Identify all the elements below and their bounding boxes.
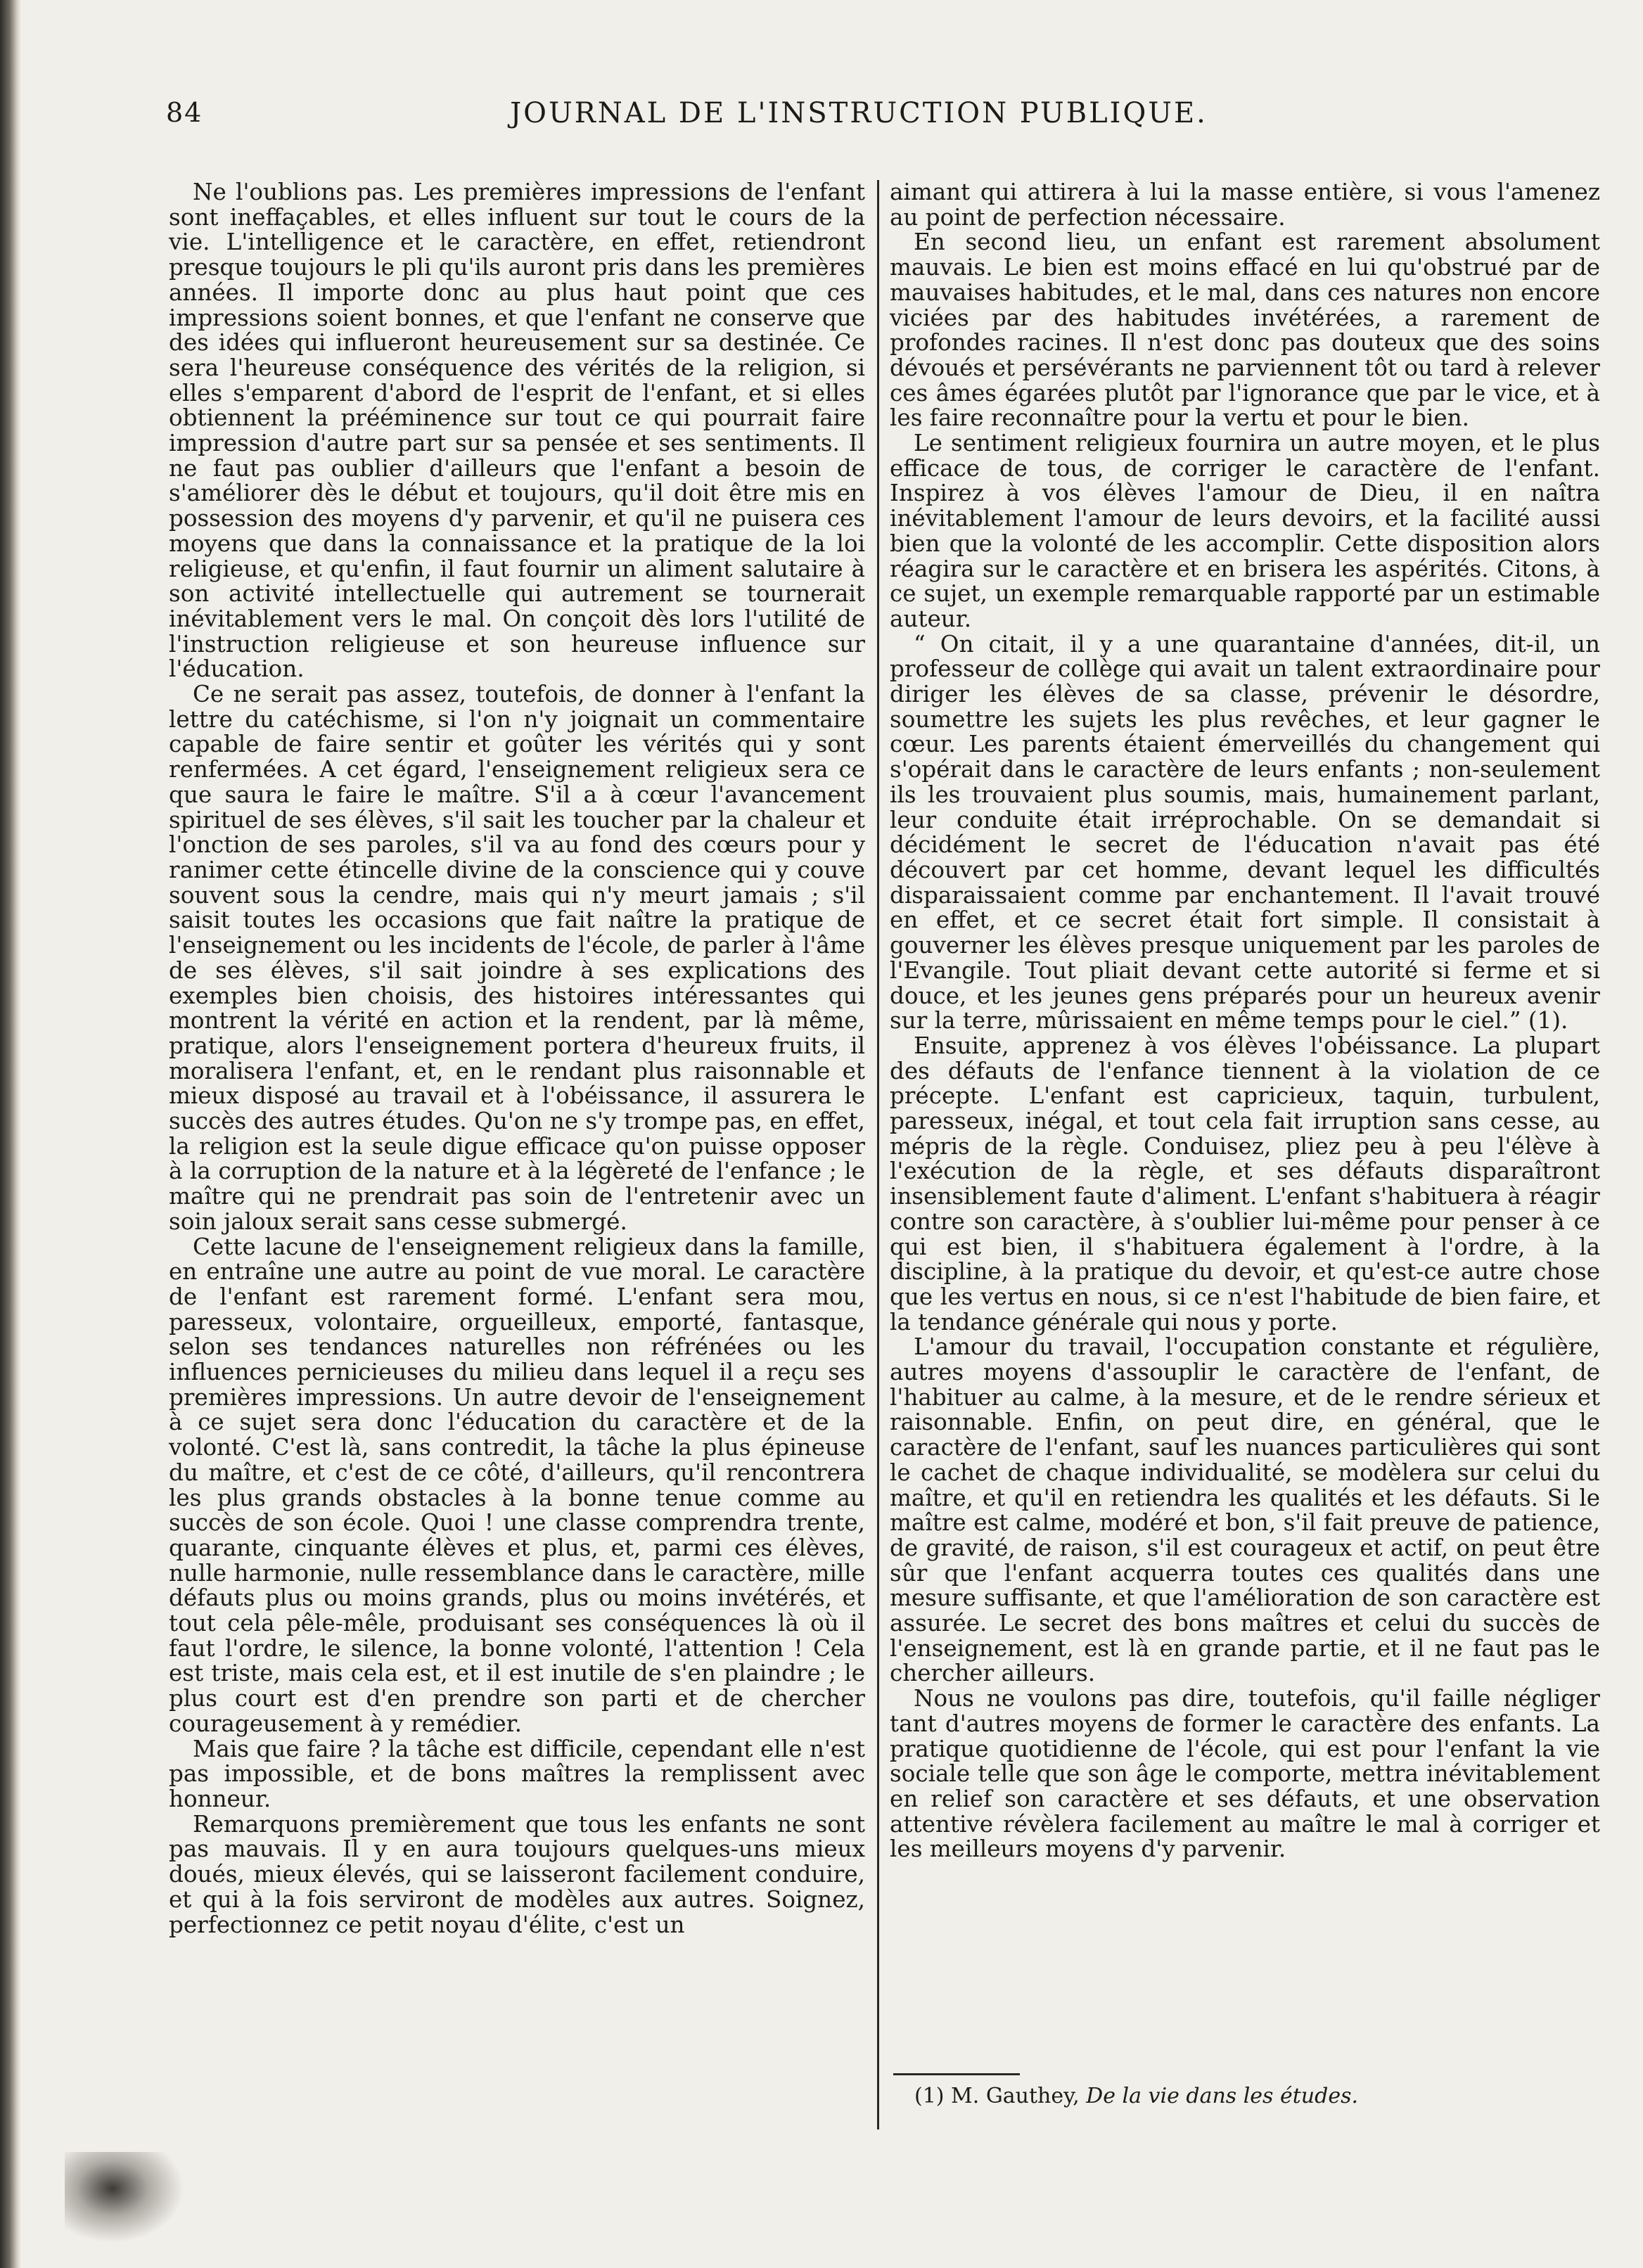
footnote-title: De la vie dans les études. — [1086, 2084, 1359, 2108]
running-title: JOURNAL DE L'INSTRUCTION PUBLIQUE. — [510, 97, 1208, 129]
page-number: 84 — [166, 97, 203, 128]
paragraph: “ On citait, il y a une quarantaine d'années, dit-il, un professeur de collège qui avait un talent extraordinaire pour diriger les élèves de sa classe, prévenir le désordre, soumettre les sujets les plus revêches, et leur gagner le cœur. Les parents étaient émerveillés du changement qui s'opérait dans le caractère de leurs enfants ; non-seulement ils les trouvaient plus soumis, mais, humainement parlant, leur conduite était irréprochable. On se demandait si décidément le secret de l'éducation n'avait pas été découvert par cet homme, devant lequel les difficultés disparaissaient comme par enchantement. Il l'avait trouvé en effet, et ce secret était fort simple. Il consistait à gouverner les élèves presque uniquement par les paroles de l'Evangile. Tout pliait devant cette autorité si ferme et si douce, et les jeunes gens préparés pour un heureux avenir sur la terre, mûrissaient en même temps pour le ciel.” (1). — [890, 630, 1600, 1034]
paragraph: aimant qui attirera à lui la masse entière, si vous l'amenez au point de perfection nécessaire. — [890, 179, 1600, 231]
page-header — [166, 97, 1552, 136]
paragraph: En second lieu, un enfant est rarement absolument mauvais. Le bien est moins effacé en lui qu'obstrué par de mauvaises habitudes, et le mal, dans ces natures non encore viciées par des habitudes invétérées, a rarement de profondes racines. Il n'est donc pas douteux que des soins dévoués et persévérants ne parviennent tôt ou tard à relever ces âmes égarées plutôt par l'ignorance que par le vice, et à les faire reconnaître pour la vertu et pour le bien. — [890, 229, 1600, 432]
paragraph: Nous ne voulons pas dire, toutefois, qu'il faille négliger tant d'autres moyens de former le caractère des enfants. La pratique quotidienne de l'école, qui est pour l'enfant la vie sociale telle que son âge le comporte, mettra inévitablement en relief son caractère et ses défauts, et une observation attentive révèlera facilement au maître le mal à corriger et les meilleurs moyens d'y parvenir. — [890, 1685, 1600, 1863]
paragraph: Remarquons premièrement que tous les enfants ne sont pas mauvais. Il y en aura toujours quelques-uns mieux doués, mieux élevés, qui se laisseront facilement conduire, et qui à la fois serviront de modèles aux autres. Soignez, perfectionnez ce petit noyau d'élite, c'est un — [169, 1810, 865, 1938]
footnote — [914, 2084, 1590, 2108]
paragraph: Mais que faire ? la tâche est difficile, cependant elle n'est pas impossible, et de bons maîtres la remplissent avec honneur. — [169, 1735, 865, 1812]
column-divider — [877, 180, 879, 2129]
paragraph: Cette lacune de l'enseignement religieux dans la famille, en entraîne une autre au point de vue moral. Le caractère de l'enfant est rarement formé. L'enfant sera mou, paresseux, volontaire, orgueilleux, emporté, fantasque, selon ses tendances naturelles non réfrénées ou les influences pernicieuses du milieu dans lequel il a reçu ses premières impressions. Un autre devoir de l'enseignement à ce sujet sera donc l'éducation du caractère et de la volonté. C'est là, sans contredit, la tâche la plus épineuse du maître, et c'est de ce côté, d'ailleurs, qu'il rencontrera les plus grands obstacles à la bonne tenue comme au succès de son école. Quoi ! une classe comprendra trente, quarante, cinquante élèves et plus, et, parmi ces élèves, nulle harmonie, nulle ressemblance dans le caractère, mille défauts plus ou moins grands, plus ou moins invétérés, et tout cela pêle-mêle, produisant ses conséquences là où il faut l'ordre, le silence, la bonne volonté, l'attention ! Cela est triste, mais cela est, et il est inutile de s'en plaindre ; le plus court est d'en prendre son parti et de chercher courageusement à y remédier. — [169, 1233, 865, 1737]
footnote-marker: (1) M. Gauthey, — [914, 2084, 1080, 2108]
right-column — [890, 180, 1600, 1862]
page-binding-shadow — [0, 0, 21, 2268]
left-column — [169, 180, 865, 1937]
paragraph: Ensuite, apprenez à vos élèves l'obéissance. La plupart des défauts de l'enfance tiennent à la violation de ce précepte. L'enfant est capricieux, taquin, turbulent, paresseux, inégal, et tout cela fait irruption sans cesse, au mépris de la règle. Conduisez, pliez peu à peu l'élève à l'exécution de la règle, et ses défauts disparaîtront insensiblement faute d'aliment. L'enfant s'habituera à réagir contre son caractère, à s'oublier lui-même pour penser à ce qui est bien, il s'habituera également à l'ordre, à la discipline, à la pratique du devoir, et qu'est-ce autre chose que les vertus en nous, si ce n'est l'habitude de bien faire, et la tendance générale qui nous y porte. — [890, 1032, 1600, 1335]
paragraph: Le sentiment religieux fournira un autre moyen, et le plus efficace de tous, de corriger le caractère de l'enfant. Inspirez à vos élèves l'amour de Dieu, il en naîtra inévitablement l'amour de leurs devoirs, et la facilité aussi bien que la volonté de les accomplir. Cette disposition alors réagira sur le caractère et en brisera les aspérités. Citons, à ce sujet, un exemple remarquable rapporté par un estimable auteur. — [890, 430, 1600, 632]
paragraph: L'amour du travail, l'occupation constante et régulière, autres moyens d'assouplir le caractère de l'enfant, de l'habituer au calme, à la mesure, et de le rendre sérieux et raisonnable. Enfin, on peut dire, en général, que le caractère de l'enfant, sauf les nuances particulières qui sont le cachet de chaque individualité, se modèlera sur celui du maître, et qu'il en retiendra les qualités et les défauts. Si le maître est calme, modéré et bon, s'il fait preuve de patience, de gravité, de raison, s'il est courageux et actif, on peut être sûr que l'enfant acquerra toutes ces qualités dans une mesure suffisante, et que l'amélioration de son caractère est assurée. Le secret des bons maîtres et celui du succès de l'enseignement, est là en grande partie, et il ne faut pas le chercher ailleurs. — [890, 1333, 1600, 1687]
paragraph: Ce ne serait pas assez, toutefois, de donner à l'enfant la lettre du catéchisme, si l'on n'y joignait un commentaire capable de faire sentir et goûter les vérités qui y sont renfermées. A cet égard, l'enseignement religieux sera ce que saura le faire le maître. S'il a à cœur l'avancement spirituel de ses élèves, s'il sait les toucher par la chaleur et l'onction de ses paroles, s'il va au fond des cœurs pour y ranimer cette étincelle divine de la conscience qui y couve souvent sous la cendre, mais qui n'y meurt jamais ; s'il saisit toutes les occasions que fait naître la pratique de l'enseignement ou les incidents de l'école, de parler à l'âme de ses élèves, s'il sait joindre à ses explications des exemples bien choisis, des histoires intéressantes qui montrent la vérité en action et la rendent, par là même, pratique, alors l'enseignement portera d'heureux fruits, il moralisera l'enfant, et, en le rendant plus raisonnable et mieux disposé au travail et à l'obéissance, il assurera le succès des autres études. Qu'on ne s'y trompe pas, en effet, la religion est la seule digue efficace qu'on puisse opposer à la corruption de la nature et à la légèreté de l'enfance ; le maître qui ne prendrait pas soin de l'entretenir avec un soin jaloux serait sans cesse submergé. — [169, 681, 865, 1235]
footnote-rule — [893, 2073, 1020, 2075]
ink-smudge — [65, 2152, 184, 2243]
paragraph: Ne l'oublions pas. Les premières impressions de l'enfant sont ineffaçables, et elles influent sur tout le cours de la vie. L'intelligence et le caractère, en effet, retiendront presque toujours le pli qu'ils auront pris dans les premières années. Il importe donc au plus haut point que ces impressions soient bonnes, et que l'enfant ne conserve que des idées qui influeront heureusement sur sa destinée. Ce sera l'heureuse conséquence des vérités de la religion, si elles s'emparent d'abord de l'esprit de l'enfant, et si elles obtiennent la prééminence sur tout ce qui pourrait faire impression d'autre part sur sa pensée et ses sentiments. Il ne faut pas oublier d'ailleurs que l'enfant a besoin de s'améliorer dès le début et toujours, qu'il doit être mis en possession des moyens d'y parvenir, et qu'il ne puisera ces moyens que dans la connaissance et la pratique de la loi religieuse, et qu'enfin, il faut fournir un aliment salutaire à son activité intellectuelle qui autrement se tournerait inévitablement vers le mal. On conçoit dès lors l'utilité de l'instruction religieuse et son heureuse influence sur l'éducation. — [169, 179, 865, 683]
